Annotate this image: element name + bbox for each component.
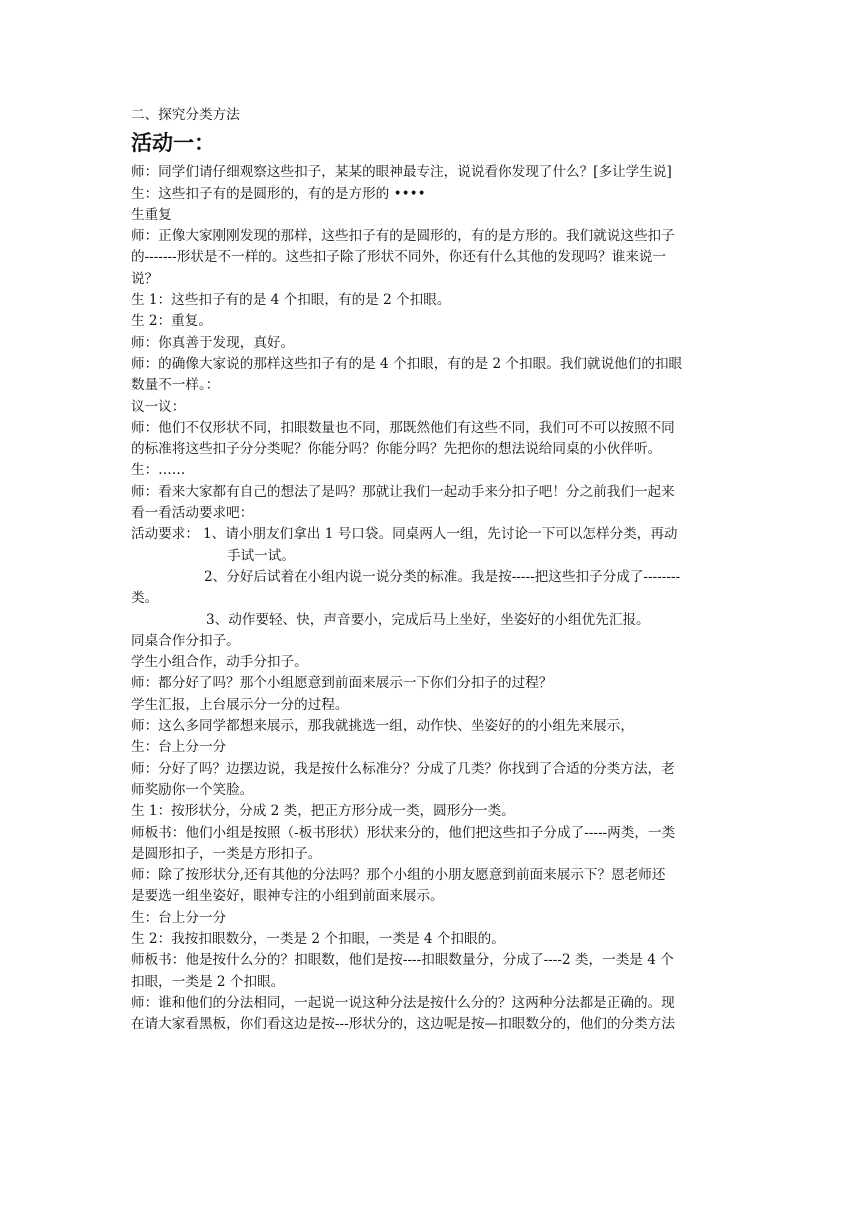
text-line: 在请大家看黑板，你们看这边是按---形状分的，这边呢是按—扣眼数分的，他们的分类方法 (131, 1016, 675, 1033)
requirements-label: 活动要求： (131, 526, 199, 543)
text-line: 的标准将这些扣子分分类呢？你能分吗？你能分吗？先把你的想法说给同桌的小伙伴听。 (131, 441, 662, 458)
requirement-1-line-1: 1、请小朋友们拿出 1 号口袋。同桌两人一组，先讨论一下可以怎样分类，再动 (203, 526, 678, 543)
text-line: 学生小组合作，动手分扣子。 (131, 654, 308, 671)
text-line: 生 2：重复。 (131, 313, 212, 330)
text-line: 说？ (131, 270, 159, 287)
text-line: 生 1：这些扣子有的是 4 个扣眼，有的是 2 个扣眼。 (131, 292, 451, 309)
text-line: 师板书：他们小组是按照（-板书形状）形状来分的，他们把这些扣子分成了-----两类，一类 (131, 824, 676, 841)
text-line: 学生汇报，上台展示分一分的过程。 (131, 696, 349, 713)
text-line: 生 2：我按扣眼数分，一类是 2 个扣眼，一类是 4 个扣眼的。 (131, 930, 505, 947)
text-line: 师：这么多同学都想来展示，那我就挑选一组，动作快、坐姿好的的小组先来展示， (131, 718, 634, 735)
text-line: 师：同学们请仔细观察这些扣子，某某的眼神最专注，说说看你发现了什么？[多让学生说] (131, 164, 672, 181)
text-line: 生：台上分一分 (131, 739, 227, 756)
text-line: 师奖励你一个笑脸。 (131, 781, 254, 798)
text-line: 师：你真善于发现，真好。 (131, 334, 295, 351)
text-line: 是圆形扣子，一类是方形扣子。 (131, 845, 322, 862)
requirement-3: 3、动作要轻、快，声音要小，完成后马上坐好，坐姿好的小组优先汇报。 (206, 611, 650, 628)
text-line: 生：台上分一分 (131, 909, 227, 926)
text-line: 数量不一样。： (131, 377, 220, 394)
text-line: 生：…… (131, 462, 186, 479)
paragraph-block-2 (131, 631, 731, 1036)
text-line: 师：谁和他们的分法相同，一起说一说这种分法是按什么分的？这两种分法都是正确的。现 (131, 994, 675, 1011)
section-title: 二、探究分类方法 (131, 107, 240, 123)
text-line: 师：正像大家刚刚发现的那样，这些扣子有的是圆形的，有的是方形的。我们就说这些扣子 (131, 228, 675, 245)
text-line: 师：都分好了吗？那个小组愿意到前面来展示一下你们分扣子的过程？ (131, 675, 553, 692)
text-line: 的-------形状是不一样的。这些扣子除了形状不同外，你还有什么其他的发现吗？谁来说一 (131, 249, 667, 266)
text-line: 师：看来大家都有自己的想法了是吗？那就让我们一起动手来分扣子吧！分之前我们一起来 (131, 483, 675, 500)
text-line: 师：的确像大家说的那样这些扣子有的是 4 个扣眼，有的是 2 个扣眼。我们就说他们的扣眼 (131, 355, 683, 372)
text-line: 议一议： (131, 398, 186, 415)
text-line: 同桌合作分扣子。 (131, 632, 240, 649)
text-line: 师板书：他是按什么分的？扣眼数，他们是按----扣眼数量分，分成了----2 类，一类是 4 个 (131, 952, 674, 969)
text-line: 生重复 (131, 206, 172, 223)
text-line: 看一看活动要求吧： (131, 505, 254, 522)
text-line: 扣眼，一类是 2 个扣眼。 (131, 973, 285, 990)
paragraph-block-1 (131, 162, 731, 524)
requirement-2-line-1: 2、分好后试着在小组内说一说分类的标准。我是按-----把这些扣子分成了-------- (204, 568, 681, 585)
text-line: 是要选一组坐姿好，眼神专注的小组到前面来展示。 (131, 888, 444, 905)
requirement-1-line-2: 手试一试。 (227, 547, 295, 564)
activity-heading: 活动一： (131, 131, 215, 156)
document-body (131, 105, 731, 1035)
text-line: 师：除了按形状分,还有其他的分法吗？那个小组的小朋友愿意到前面来展示下？恩老师还 (131, 867, 666, 884)
requirement-item-1 (131, 524, 731, 545)
text-line: 师：他们不仅形状不同，扣眼数量也不同，那既然他们有这些不同，我们可不可以按照不同 (131, 419, 675, 436)
text-line: 生 1：按形状分，分成 2 类，把正方形分成一类，圆形分一类。 (131, 803, 515, 820)
requirement-2-line-2: 类。 (131, 590, 159, 607)
text-line: 生：这些扣子有的是圆形的，有的是方形的 •••• (131, 185, 426, 202)
text-line: 师：分好了吗？边摆边说，我是按什么标准分？分成了几类？你找到了合适的分类方法，老 (131, 760, 675, 777)
